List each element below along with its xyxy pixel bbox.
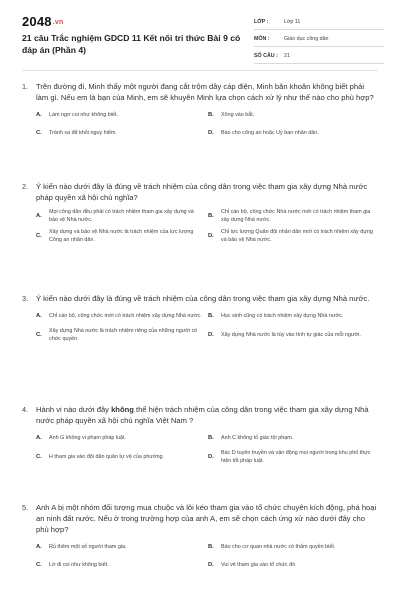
option-text: Học sinh cũng có trách nhiệm xây dựng Nhà nước.: [221, 313, 344, 319]
question-number: 2.: [22, 182, 29, 191]
option-text: Xây dựng và bảo vệ Nhà nước là trách nhiệm của lực lượng Công an nhân dân.: [49, 229, 194, 243]
meta-count-value: 21: [284, 53, 290, 59]
answer-options: [36, 431, 378, 465]
option-text: Vui vẻ tham gia vào tổ chức đó.: [221, 562, 297, 568]
question-4: [22, 404, 378, 465]
question-text: [36, 404, 378, 426]
question-number: 3.: [22, 294, 29, 303]
option-d[interactable]: [208, 449, 378, 465]
option-text: Chỉ cán bộ, công chức Nhà nước mới có trách nhiệm tham gia xây dựng Nhà nước.: [221, 209, 371, 223]
answer-options: [36, 108, 378, 140]
answer-options: [36, 309, 378, 343]
question-number: 5.: [22, 503, 29, 512]
site-logo[interactable]: [22, 14, 63, 29]
meta-subject-row: [254, 32, 384, 47]
question-text-emphasis: không: [111, 405, 134, 414]
question-text: Ý kiến nào dưới đây là đúng về trách nhiệm của công dân trong việc tham gia xây dựng Nhà nước pháp quyền xã hội chủ nghĩa?: [36, 182, 368, 202]
question-number: 4.: [22, 405, 29, 414]
option-letter: B.: [208, 313, 214, 319]
option-text: Rủ thêm một số người tham gia.: [49, 544, 127, 550]
option-letter: C.: [36, 130, 42, 136]
option-text: Xây dựng Nhà nước là tùy vào tính tự giác của mỗi người.: [221, 332, 361, 338]
question-text-before: Hành vi nào dưới đây: [36, 405, 112, 414]
option-d[interactable]: [208, 327, 378, 343]
option-letter: A.: [36, 213, 42, 219]
option-d[interactable]: [208, 228, 378, 244]
option-c[interactable]: [36, 228, 206, 244]
answer-options: [36, 540, 378, 572]
meta-class-value: Lớp 11: [284, 19, 301, 25]
question-3: [22, 293, 378, 343]
option-c[interactable]: [36, 558, 206, 572]
option-text: Chỉ lực lượng Quân đội nhân dân mới có trách nhiệm xây dựng và bảo vệ Nhà nước.: [221, 229, 373, 243]
meta-count-row: [254, 49, 384, 64]
document-header: [0, 0, 400, 66]
question-1: [22, 81, 378, 140]
option-letter: A.: [36, 544, 42, 550]
option-text: Báo cho cơ quan nhà nước có thẩm quyền biết.: [221, 544, 336, 550]
option-letter: D.: [208, 332, 214, 338]
option-letter: B.: [208, 544, 214, 550]
logo-suffix: .vn: [52, 19, 64, 26]
option-text: Anh C không tố giác tội phạm.: [221, 435, 294, 441]
option-c[interactable]: [36, 327, 206, 343]
option-a[interactable]: [36, 108, 206, 122]
option-letter: C.: [36, 233, 42, 239]
option-b[interactable]: [208, 431, 378, 445]
question-5: [22, 502, 378, 572]
option-d[interactable]: [208, 126, 378, 140]
meta-subject-value: Giáo dục công dân: [284, 36, 329, 42]
option-text: Báo cho công an hoặc Uỷ ban nhân dân.: [221, 130, 319, 136]
header-divider: [22, 70, 378, 71]
question-text: Anh A bị một nhóm đối tượng mua chuộc và lôi kéo tham gia vào tổ chức chuyên kích động, phá hoại an ninh đất nước. Nếu ở trong trường hợp của anh A, em sẽ chọn cách ứng xử nào dưới đây cho phù hợp?: [36, 503, 377, 534]
option-letter: A.: [36, 112, 42, 118]
question-text: Trên đường đi, Minh thấy một người đang cắt trộm dây cáp điện, Minh băn khoăn không biết phải làm gì. Nếu em là bạn của Minh, em sẽ khuyên Minh lựa chọn cách xử lý như thế nào cho phù hợp?: [36, 82, 374, 102]
option-a[interactable]: [36, 540, 206, 554]
option-letter: C.: [36, 454, 42, 460]
option-text: Bác D tuyên truyền và vận động mọi người trong khu phố thực hiện tốt pháp luật.: [221, 450, 371, 464]
answer-options: [36, 208, 378, 244]
option-text: Làm ngơ coi như không biết.: [49, 112, 118, 118]
option-letter: A.: [36, 435, 42, 441]
option-text: Xây dựng Nhà nước là trách nhiệm riêng của những người có chức quyền.: [49, 328, 198, 342]
option-letter: C.: [36, 562, 42, 568]
question-text-after: thể hiện trách nhiệm của công dân trong việc tham gia xây dựng Nhà nước pháp quyền xã hội chủ nghĩa Việt Nam ?: [36, 405, 369, 425]
option-text: Xông vào bắt.: [221, 112, 255, 118]
option-text: Lờ đi coi như không biết.: [49, 562, 109, 568]
option-letter: C.: [36, 332, 42, 338]
meta-class-row: [254, 15, 384, 30]
option-letter: D.: [208, 233, 214, 239]
meta-subject-label: MÔN :: [254, 36, 270, 42]
option-letter: B.: [208, 112, 214, 118]
option-text: Chỉ cán bộ, công chức mới có trách nhiệm xây dựng Nhà nước.: [49, 313, 202, 319]
question-2: [22, 181, 378, 244]
option-b[interactable]: [208, 208, 378, 224]
option-letter: B.: [208, 213, 214, 219]
option-letter: B.: [208, 435, 214, 441]
option-letter: D.: [208, 454, 214, 460]
option-c[interactable]: [36, 126, 206, 140]
option-text: H tham gia vào đội dân quân tự vệ của phường.: [49, 454, 165, 460]
option-b[interactable]: [208, 108, 378, 122]
question-text: Ý kiến nào dưới đây là đúng về trách nhiệm của công dân trong việc tham gia xây dựng Nhà nước.: [36, 294, 370, 303]
option-letter: D.: [208, 562, 214, 568]
question-number: 1.: [22, 82, 29, 91]
logo-number: 2048: [22, 14, 52, 29]
option-text: Tránh xa để khỏi nguy hiểm.: [49, 130, 117, 136]
option-letter: D.: [208, 130, 214, 136]
option-letter: A.: [36, 313, 42, 319]
option-b[interactable]: [208, 540, 378, 554]
option-a[interactable]: [36, 208, 206, 224]
option-a[interactable]: [36, 431, 206, 445]
option-b[interactable]: [208, 309, 378, 323]
option-text: Mọi công dân đều phải có trách nhiệm tham gia xây dựng và bảo vệ Nhà nước.: [49, 209, 194, 223]
meta-class-label: LỚP :: [254, 19, 269, 25]
document-title: 21 câu Trắc nghiệm GDCD 11 Kết nối tri thức Bài 9 có đáp án (Phần 4): [22, 33, 241, 55]
meta-count-label: SỐ CÂU :: [254, 53, 278, 59]
option-d[interactable]: [208, 558, 378, 572]
option-c[interactable]: [36, 449, 206, 465]
document-meta: [254, 15, 384, 66]
option-a[interactable]: [36, 309, 206, 323]
option-text: Anh G không vi phạm pháp luật.: [49, 435, 127, 441]
